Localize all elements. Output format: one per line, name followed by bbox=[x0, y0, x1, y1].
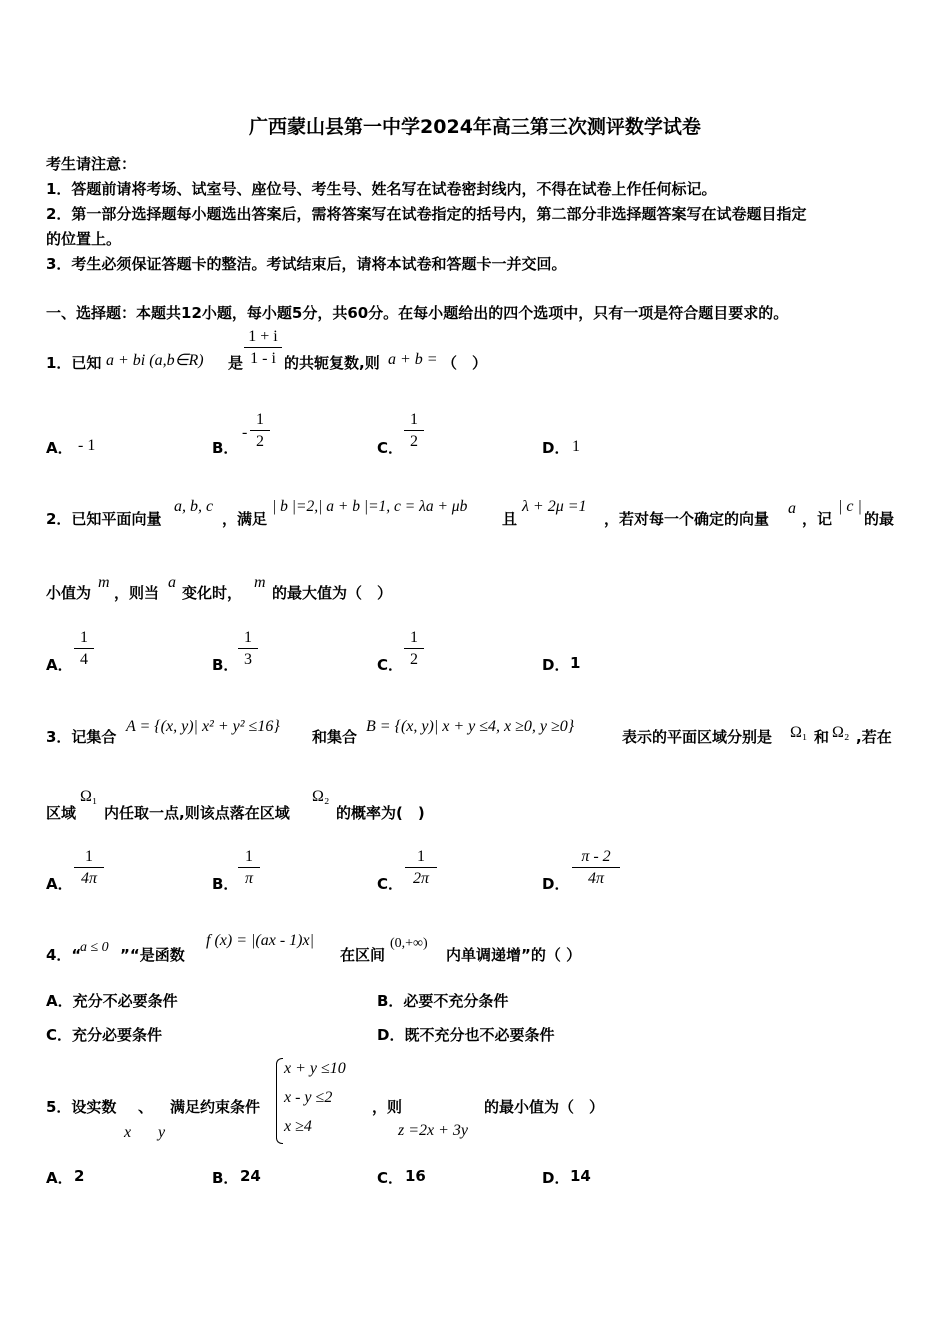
q2-text-3: ，若对每一个确定的向量 bbox=[604, 510, 770, 528]
notice-item-1: 1．答题前请将考场、试室号、座位号、考生号、姓名写在试卷密封线内，不得在试卷上作任何标记。 bbox=[46, 180, 717, 198]
q2-line2-text-4: 的最大值为（ ） bbox=[272, 584, 393, 602]
q4-option-d[interactable]: D．既不充分也不必要条件 bbox=[377, 1026, 555, 1044]
q1-option-c-label[interactable]: C． bbox=[377, 439, 404, 457]
q5-text-2: ，则 bbox=[372, 1098, 403, 1116]
q2-condition: | b |=2,| a + b |=1, c = λa + μb bbox=[272, 498, 468, 515]
q3-text: 和集合 bbox=[312, 728, 358, 746]
q5-option-a-value: 2 bbox=[74, 1167, 85, 1185]
q3-option-d-fraction: $\frac{\pi - 2}{4\pi}$ bbox=[572, 848, 620, 888]
q3-option-a-label[interactable]: A． bbox=[46, 875, 73, 893]
q1-option-b-sign: - bbox=[242, 424, 248, 441]
q3-line2-text-2: 内任取一点,则该点落在区域 bbox=[104, 804, 290, 822]
q1-text: 是 bbox=[228, 354, 244, 372]
q2-a-2: a bbox=[168, 574, 176, 591]
q2-text: ，满足 bbox=[222, 510, 268, 528]
q3-option-c-label[interactable]: C． bbox=[377, 875, 404, 893]
notice-heading: 考生请注意： bbox=[46, 155, 137, 173]
q2-option-b-label[interactable]: B． bbox=[212, 656, 239, 674]
q3-option-d-label[interactable]: D． bbox=[542, 875, 570, 893]
q4-text-2: 在区间 bbox=[340, 946, 386, 964]
q5-text: 满足约束条件 bbox=[170, 1098, 261, 1116]
q3-option-c-fraction: $\frac{1}{2\pi}$ bbox=[405, 848, 437, 888]
q2-option-d-value: 1 bbox=[570, 654, 581, 672]
q4-option-a[interactable]: A．充分不必要条件 bbox=[46, 992, 178, 1010]
q2-option-d-label[interactable]: D． bbox=[542, 656, 570, 674]
q1-option-b-fraction: $\frac{1}{2}$ bbox=[250, 411, 270, 451]
q2-condition-2: λ + 2μ =1 bbox=[522, 498, 587, 515]
page-title: 广西蒙山县第一中学2024年高三第三次测评数学试卷 bbox=[249, 116, 701, 138]
q2-option-a-label[interactable]: A． bbox=[46, 656, 73, 674]
q1-option-a-label[interactable]: A． bbox=[46, 439, 73, 457]
q5-option-b-value: 24 bbox=[240, 1167, 261, 1185]
notice-item-3: 3．考生必须保证答题卡的整洁。考试结束后，请将本试卷和答题卡一并交回。 bbox=[46, 255, 567, 273]
q5-option-c-value: 16 bbox=[405, 1167, 426, 1185]
q1-text-2: 的共轭复数,则 bbox=[284, 354, 380, 372]
q1-option-d-label[interactable]: D． bbox=[542, 439, 570, 457]
q5-objective: z =2x + 3y bbox=[398, 1122, 469, 1139]
q5-number: 5．设实数 bbox=[46, 1098, 117, 1116]
q1-option-a-value: - 1 bbox=[78, 437, 96, 454]
q5-option-c-label[interactable]: C． bbox=[377, 1169, 404, 1187]
q4-interval: (0,+∞) bbox=[390, 936, 428, 951]
q3-option-b-label[interactable]: B． bbox=[212, 875, 239, 893]
q4-function: f (x) = |(ax - 1)x| bbox=[206, 932, 314, 949]
q2-line2-text-3: 变化时， bbox=[182, 584, 243, 602]
q4-option-c[interactable]: C．充分必要条件 bbox=[46, 1026, 163, 1044]
q3-text-3: 和 bbox=[814, 728, 830, 746]
q5-option-a-label[interactable]: A． bbox=[46, 1169, 73, 1187]
q3-line2-text-3: 的概率为( ) bbox=[336, 804, 425, 822]
q4-condition: a ≤ 0 bbox=[80, 940, 109, 955]
q5-option-b-label[interactable]: B． bbox=[212, 1169, 239, 1187]
q3-line2-text: 区域 bbox=[46, 804, 77, 822]
q2-number: 2．已知平面向量 bbox=[46, 510, 162, 528]
q1-option-c-fraction: $\frac{1}{2}$ bbox=[404, 411, 424, 451]
q3-number: 3．记集合 bbox=[46, 728, 117, 746]
q3-option-a-fraction: $\frac{1}{4\pi}$ bbox=[74, 848, 104, 888]
q5-constraint-2: x - y ≤2 bbox=[284, 1089, 333, 1106]
q2-line2-text-2: ，则当 bbox=[114, 584, 160, 602]
q1-option-b-label[interactable]: B． bbox=[212, 439, 239, 457]
q5-constraint-1: x + y ≤10 bbox=[284, 1060, 346, 1077]
q5-separator: 、 bbox=[138, 1098, 154, 1116]
q5-var-x: x bbox=[124, 1124, 132, 1141]
q4-text: ”“是函数 bbox=[120, 946, 185, 964]
q1-expr-2: a + b = bbox=[388, 351, 438, 368]
q4-text-3: 内单调递增”的（ ） bbox=[446, 946, 582, 964]
q5-constraint-brace bbox=[276, 1058, 283, 1144]
q3-omega-1: Ω₁ bbox=[790, 724, 808, 741]
q2-option-a-fraction: $\frac{1}{4}$ bbox=[74, 629, 94, 669]
q2-m: m bbox=[98, 574, 110, 591]
q2-option-b-fraction: $\frac{1}{3}$ bbox=[238, 629, 258, 669]
q3-text-2: 表示的平面区域分别是 bbox=[622, 728, 773, 746]
q4-option-b[interactable]: B．必要不充分条件 bbox=[377, 992, 509, 1010]
q3-set-a: A = {(x, y)| x² + y² ≤16} bbox=[126, 718, 280, 735]
q2-text-4: ，记 bbox=[802, 510, 833, 528]
notice-item-2-cont: 的位置上。 bbox=[46, 230, 122, 248]
q5-constraint-3: x ≥4 bbox=[284, 1118, 312, 1135]
q1-number: 1．已知 bbox=[46, 354, 102, 372]
q3-set-b: B = {(x, y)| x + y ≤4, x ≥0, y ≥0} bbox=[366, 718, 575, 735]
q3-omega-1-b: Ω₁ bbox=[80, 788, 98, 805]
section-heading: 一、选择题：本题共12小题，每小题5分，共60分。在每小题给出的四个选项中，只有一项是符合题目要求的。 bbox=[46, 304, 789, 322]
q2-option-c-label[interactable]: C． bbox=[377, 656, 404, 674]
q2-option-c-fraction: $\frac{1}{2}$ bbox=[404, 629, 424, 669]
q2-line2-text: 小值为 bbox=[46, 584, 92, 602]
q5-text-3: 的最小值为（ ） bbox=[484, 1098, 605, 1116]
q2-text-5: 的最 bbox=[864, 510, 895, 528]
q5-option-d-label[interactable]: D． bbox=[542, 1169, 570, 1187]
q4-number: 4．“ bbox=[46, 946, 82, 964]
notice-item-2: 2．第一部分选择题每小题选出答案后，需将答案写在试卷指定的括号内，第二部分非选择题答案写在试卷题目指定 bbox=[46, 205, 807, 223]
q3-omega-2-b: Ω₂ bbox=[312, 788, 330, 805]
q2-abs-c: | c | bbox=[838, 498, 862, 515]
q5-var-y: y bbox=[158, 1124, 166, 1141]
q1-option-d-value: 1 bbox=[572, 438, 580, 455]
q3-text-4: ,若在 bbox=[856, 728, 892, 746]
q2-vectors: a, b, c bbox=[174, 498, 214, 515]
q1-expr: a + bi (a,b∈R) bbox=[106, 352, 204, 369]
q2-m-2: m bbox=[254, 574, 266, 591]
q3-option-b-fraction: $\frac{1}{\pi}$ bbox=[238, 848, 260, 888]
q1-paren: （ ） bbox=[442, 354, 488, 372]
q5-option-d-value: 14 bbox=[570, 1167, 591, 1185]
q1-fraction: $\frac{1 + i}{1 - i}$ bbox=[244, 328, 282, 368]
q2-vector-a: a bbox=[788, 500, 796, 517]
q2-text-2: 且 bbox=[502, 510, 518, 528]
q3-omega-2: Ω₂ bbox=[832, 724, 850, 741]
